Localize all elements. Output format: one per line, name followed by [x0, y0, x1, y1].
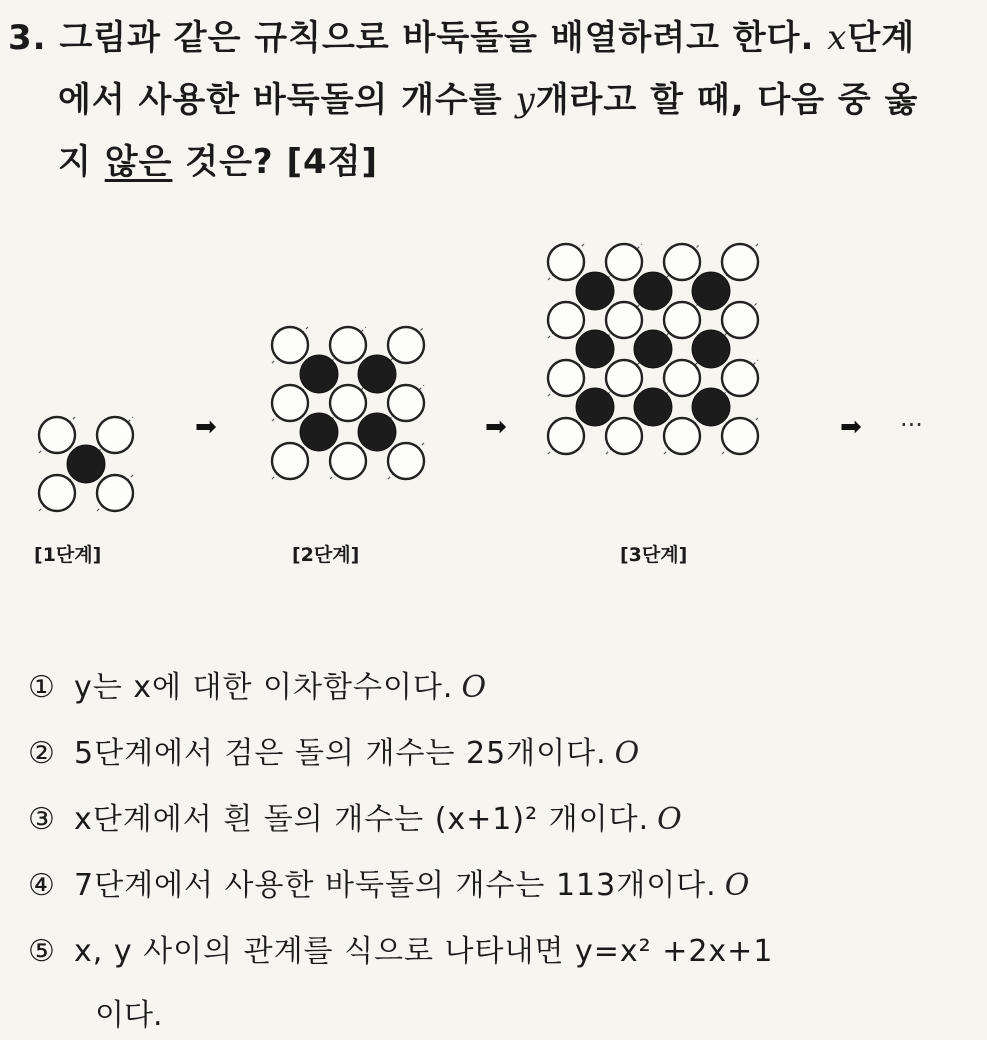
black-stone	[692, 330, 730, 368]
white-stone	[272, 443, 308, 479]
black-stone	[692, 388, 730, 426]
black-stone	[358, 355, 396, 393]
question-text: 개라고 할 때, 다음 중 옳	[535, 80, 919, 120]
variable-x: x	[827, 18, 848, 58]
white-stone	[722, 360, 758, 396]
white-stone	[722, 418, 758, 454]
black-stone	[67, 445, 105, 483]
question-text: 에서 사용한 바둑돌의 개수를	[58, 80, 516, 120]
white-stone	[388, 385, 424, 421]
choice-5-continuation: 이다.	[95, 998, 163, 1033]
white-stone	[548, 244, 584, 280]
question-text: 3. 그림과 같은 규칙으로 바둑돌을 배열하려고 한다.	[8, 18, 828, 58]
stone-pattern-svg	[0, 240, 987, 600]
white-stone	[39, 475, 75, 511]
choice-text: y는 x에 대한 이차함수이다.	[74, 670, 454, 705]
white-stone	[548, 418, 584, 454]
white-stone	[97, 417, 133, 453]
choice-text: 5단계에서 검은 돌의 개수는 25개이다.	[74, 736, 607, 771]
white-stone	[606, 302, 642, 338]
black-stone	[358, 413, 396, 451]
black-stone	[634, 272, 672, 310]
choice-text: 7단계에서 사용한 바둑돌의 개수는 113개이다.	[74, 868, 717, 903]
choice-2	[28, 728, 640, 772]
choice-number: ②	[28, 736, 56, 771]
white-stone	[664, 244, 700, 280]
white-stone	[548, 302, 584, 338]
white-stone	[722, 302, 758, 338]
black-stone	[300, 413, 338, 451]
question-text: 단계	[847, 18, 916, 58]
question-line-3	[58, 134, 378, 183]
arrow-icon: ➡	[840, 412, 862, 442]
white-stone	[664, 418, 700, 454]
black-stone	[576, 330, 614, 368]
white-stone	[664, 302, 700, 338]
choice-number: ③	[28, 802, 56, 837]
white-stone	[664, 360, 700, 396]
handwritten-mark: O	[657, 802, 683, 837]
stone-pattern-figure	[0, 240, 987, 600]
choice-5	[28, 926, 773, 970]
white-stone	[330, 443, 366, 479]
black-stone	[576, 272, 614, 310]
stage-label-1: [1단계]	[34, 544, 102, 566]
choice-text: x, y 사이의 관계를 식으로 나타내면 y=x² +2x+1	[74, 934, 774, 969]
choice-text: x단계에서 흰 돌의 개수는 (x+1)² 개이다.	[74, 802, 650, 837]
white-stone	[722, 244, 758, 280]
choice-number: ④	[28, 868, 56, 903]
choice-number: ①	[28, 670, 56, 705]
handwritten-mark: O	[614, 736, 641, 771]
white-stone	[388, 327, 424, 363]
question-line-1	[8, 10, 915, 59]
question-text: 지	[58, 142, 105, 182]
white-stone	[97, 475, 133, 511]
white-stone	[330, 327, 366, 363]
choice-1	[28, 662, 487, 706]
underlined-word: 않은	[104, 142, 173, 182]
white-stone	[548, 360, 584, 396]
white-stone	[606, 360, 642, 396]
black-stone	[576, 388, 614, 426]
stage-label-2: [2단계]	[292, 544, 360, 566]
white-stone	[330, 385, 366, 421]
black-stone	[300, 355, 338, 393]
variable-y: y	[515, 80, 536, 120]
arrow-icon: ➡	[485, 412, 507, 442]
white-stone	[272, 327, 308, 363]
question-line-2	[58, 72, 918, 121]
black-stone	[692, 272, 730, 310]
white-stone	[388, 443, 424, 479]
stage-label-3: [3단계]	[620, 544, 688, 566]
white-stone	[39, 417, 75, 453]
question-text: 것은? [4점]	[172, 142, 379, 182]
choice-4	[28, 860, 750, 904]
handwritten-mark: O	[461, 670, 488, 705]
white-stone	[606, 418, 642, 454]
arrow-icon: ➡	[195, 412, 217, 442]
white-stone	[606, 244, 642, 280]
choice-number: ⑤	[28, 934, 56, 969]
black-stone	[634, 388, 672, 426]
black-stone	[634, 330, 672, 368]
white-stone	[272, 385, 308, 421]
choice-3	[28, 794, 683, 838]
handwritten-mark: O	[724, 868, 751, 903]
ellipsis: ···	[900, 411, 923, 439]
